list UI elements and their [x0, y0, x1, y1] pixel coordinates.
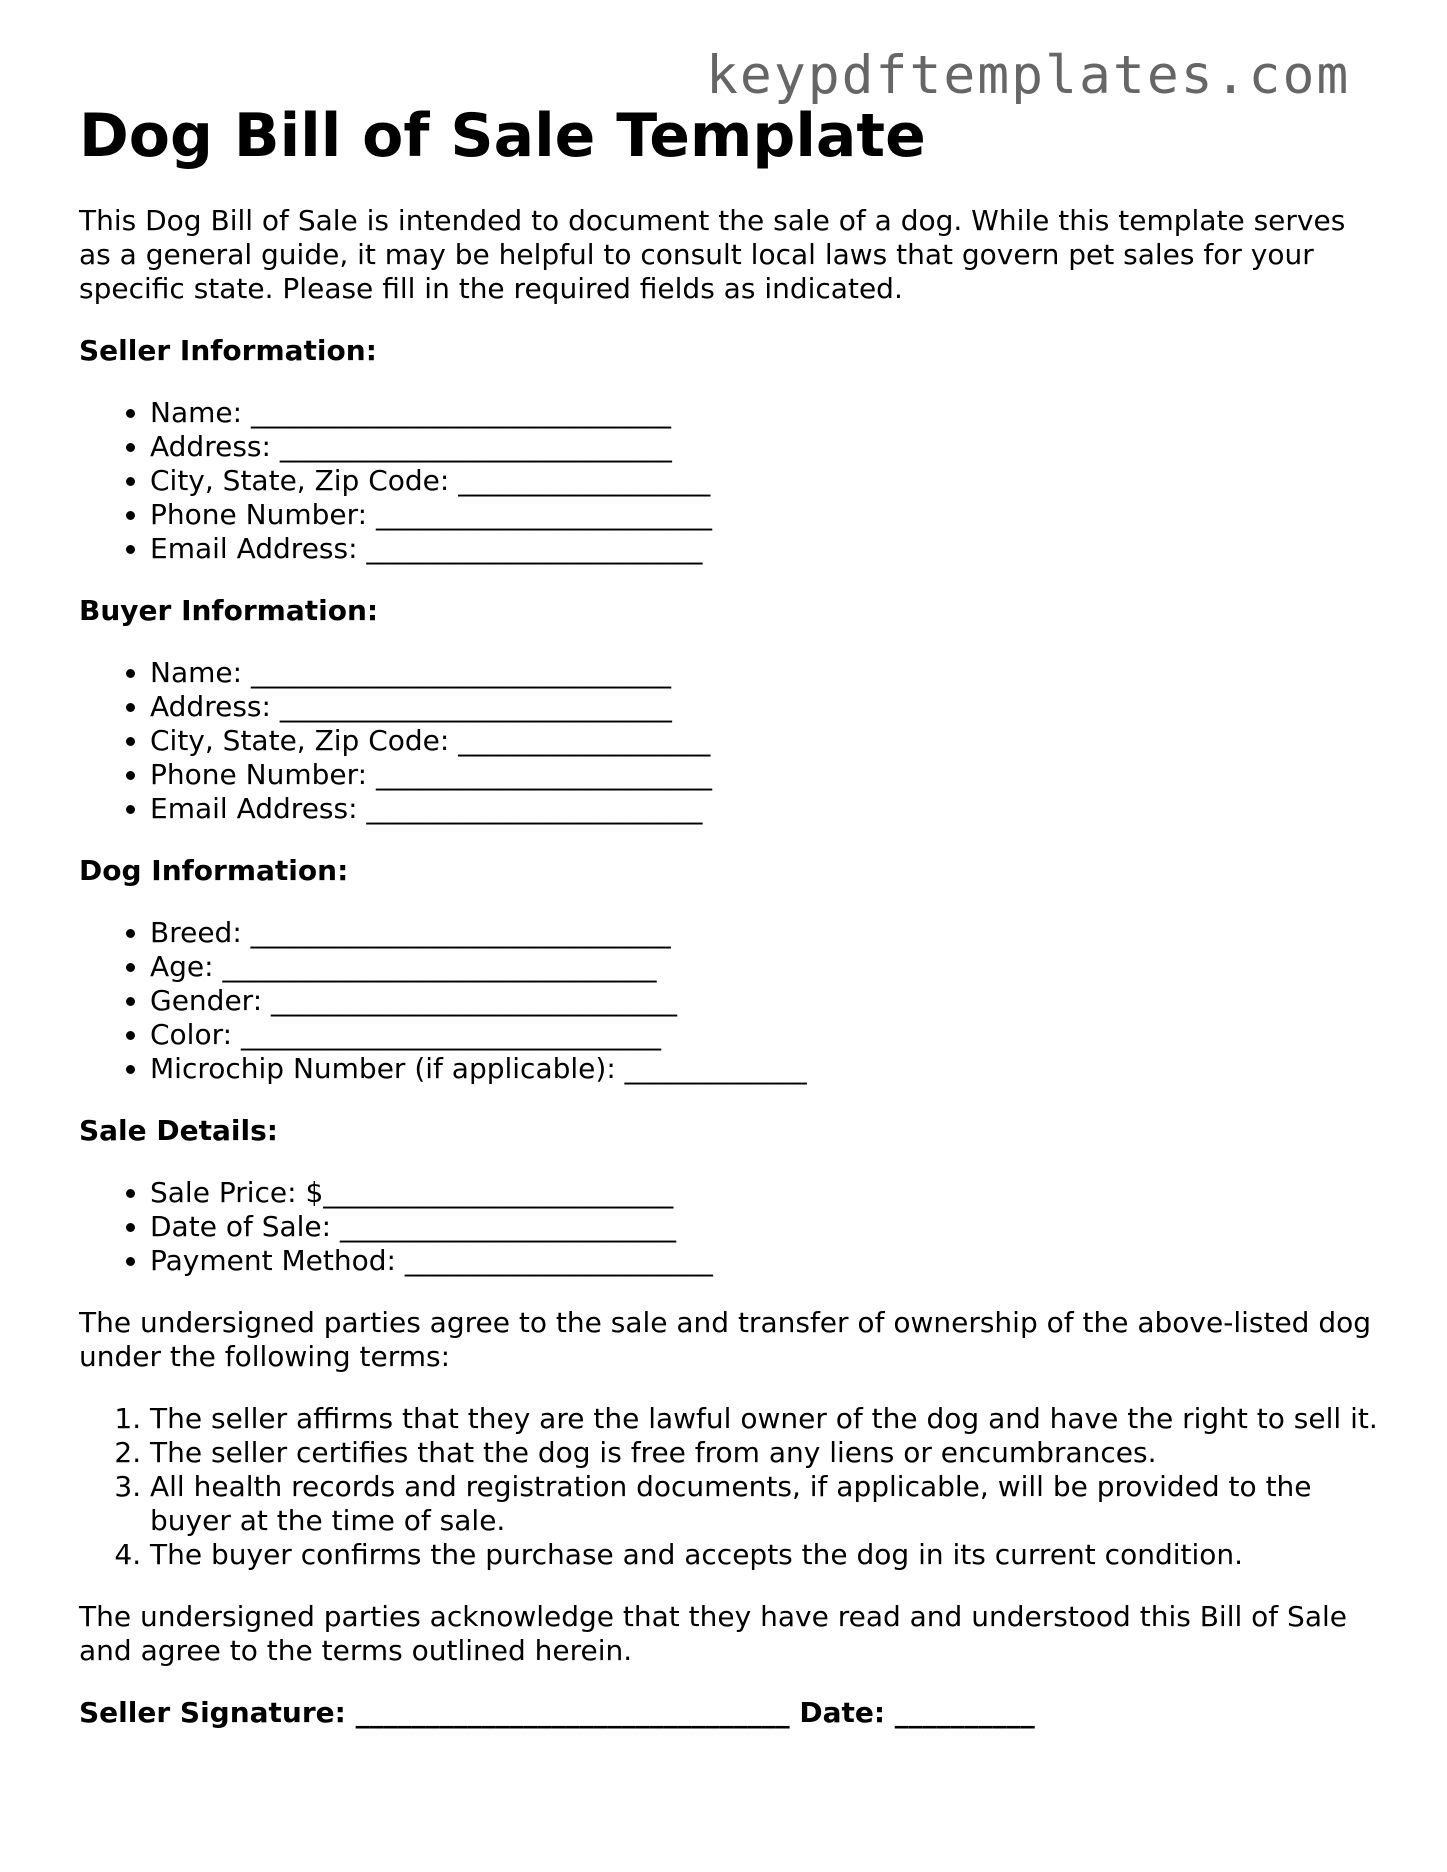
dog-gender-field[interactable]: • Gender: _____________________________ — [150, 984, 1379, 1018]
dog-color-field[interactable]: • Color: ______________________________ — [150, 1018, 1379, 1052]
intro-paragraph: This Dog Bill of Sale is intended to document the sale of a dog. While this template serves as a general guide, it may be helpful to consult local laws that govern pet sales for your specific state. Please fill in the required fields as indicated. — [79, 204, 1346, 305]
seller-address-field[interactable]: • Address: ____________________________ — [150, 430, 1379, 464]
terms-list — [79, 1402, 1379, 1572]
sale-fields — [79, 1176, 1379, 1278]
document-page — [79, 100, 1379, 1730]
dog-fields — [79, 916, 1379, 1086]
seller-signature-line[interactable]: Seller Signature: _______________________________ Date: __________ — [79, 1696, 1035, 1729]
payment-method-field[interactable]: • Payment Method: ______________________ — [150, 1244, 1379, 1278]
seller-heading: Seller Information: — [79, 334, 377, 367]
term-item: 4. The buyer confirms the purchase and accepts the dog in its current condition. — [150, 1538, 1379, 1572]
buyer-phone-field[interactable]: • Phone Number: ________________________ — [150, 758, 1379, 792]
acknowledgement: The undersigned parties acknowledge that they have read and understood this Bill of Sale and agree to the terms outlined herein. — [79, 1600, 1347, 1667]
page-title: Dog Bill of Sale Template — [79, 101, 926, 171]
term-item: 3. All health records and registration documents, if applicable, will be provided to the buyer at the time of sale. — [150, 1470, 1379, 1538]
seller-email-field[interactable]: • Email Address: ________________________ — [150, 532, 1379, 566]
sale-price-field[interactable]: • Sale Price: $_________________________ — [150, 1176, 1379, 1210]
terms-intro: The undersigned parties agree to the sale and transfer of ownership of the above-listed dog under the following terms: — [79, 1306, 1372, 1373]
seller-fields — [79, 396, 1379, 566]
seller-city-field[interactable]: • City, State, Zip Code: __________________ — [150, 464, 1379, 498]
seller-phone-field[interactable]: • Phone Number: ________________________ — [150, 498, 1379, 532]
buyer-fields — [79, 656, 1379, 826]
dog-age-field[interactable]: • Age: _______________________________ — [150, 950, 1379, 984]
dog-heading: Dog Information: — [79, 854, 349, 887]
buyer-heading: Buyer Information: — [79, 594, 379, 627]
seller-name-field[interactable]: • Name: ______________________________ — [150, 396, 1379, 430]
term-item: 2. The seller certifies that the dog is free from any liens or encumbrances. — [150, 1436, 1379, 1470]
term-item: 1. The seller affirms that they are the lawful owner of the dog and have the right to sell it. — [150, 1402, 1379, 1436]
sale-heading: Sale Details: — [79, 1114, 278, 1147]
sale-date-field[interactable]: • Date of Sale: ________________________ — [150, 1210, 1379, 1244]
buyer-email-field[interactable]: • Email Address: ________________________ — [150, 792, 1379, 826]
dog-microchip-field[interactable]: • Microchip Number (if applicable): _____________ — [150, 1052, 1379, 1086]
watermark: keypdftemplates.com — [706, 45, 1351, 106]
buyer-city-field[interactable]: • City, State, Zip Code: __________________ — [150, 724, 1379, 758]
buyer-name-field[interactable]: • Name: ______________________________ — [150, 656, 1379, 690]
dog-breed-field[interactable]: • Breed: ______________________________ — [150, 916, 1379, 950]
buyer-address-field[interactable]: • Address: ____________________________ — [150, 690, 1379, 724]
